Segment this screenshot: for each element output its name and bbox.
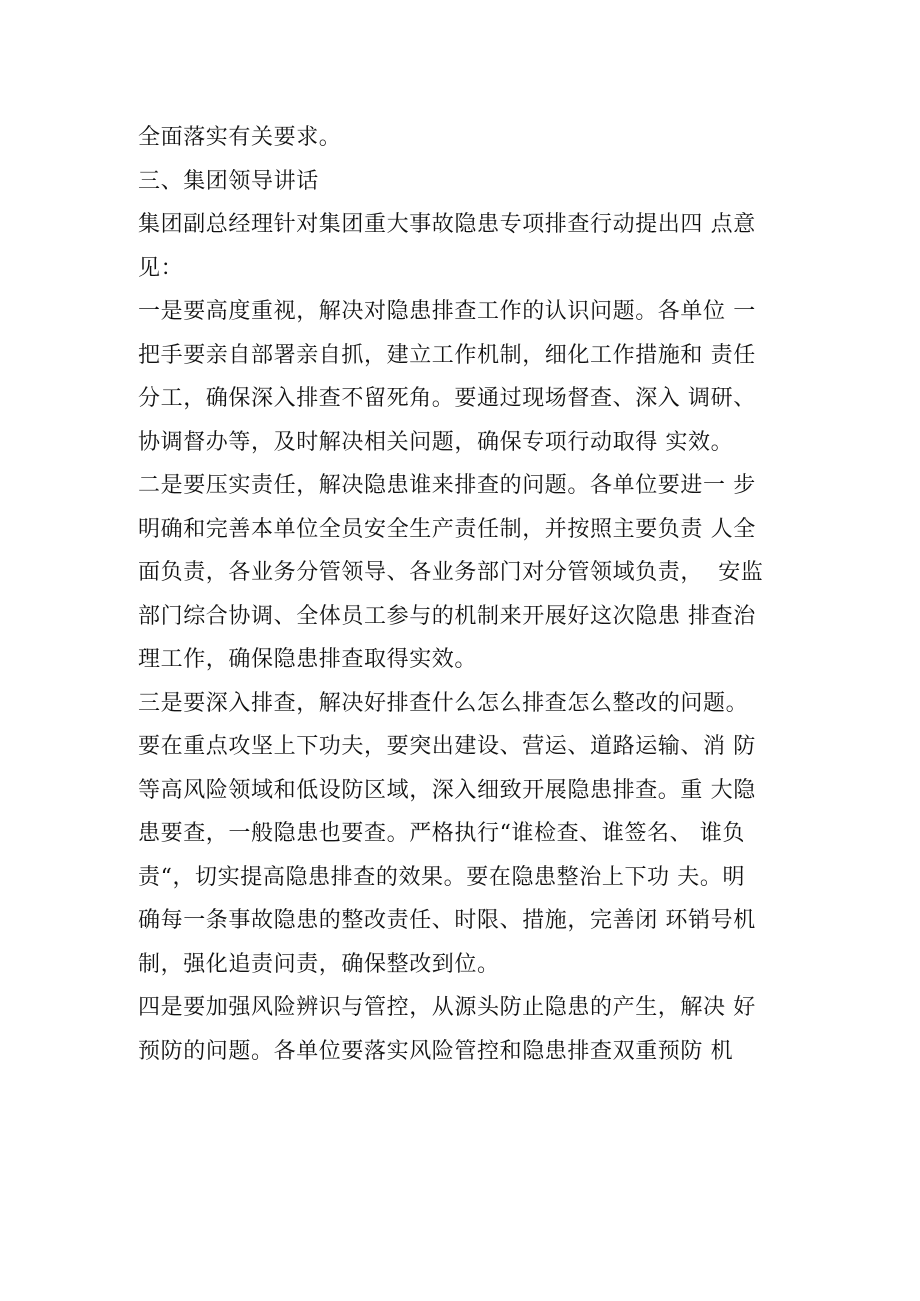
text-line: 制，强化追责问责，确保整改到位。 xyxy=(138,951,500,977)
text-line: 一是要高度重视，解决对隐患排查工作的认识问题。各单位 一 xyxy=(138,299,756,324)
text-line: 理工作，确保隐患排查取得实效。 xyxy=(138,647,478,672)
section-heading: 三、集团领导讲话 xyxy=(138,168,319,194)
text-line: 明确和完善本单位全员安全生产责任制，并按照主要负责 人全 xyxy=(138,516,756,542)
text-line: 全面落实有关要求。 xyxy=(138,125,342,150)
document-body xyxy=(138,116,788,1073)
text-line: 见： xyxy=(138,255,184,281)
text-line: 分工，确保深入排查不留死角。要通过现场督查、深入 调研、 xyxy=(138,386,756,411)
text-line: 部门综合协调、全体员工参与的机制来开展好这次隐患 排查治 xyxy=(138,603,756,629)
text-line: 面负责，各业务分管领导、各业务部门对分管领域负责， 安监 xyxy=(138,560,764,585)
text-line: 责“，切实提高隐患排查的效果。要在隐患整治上下功 夫。明 xyxy=(138,864,746,890)
text-line: 预防的问题。各单位要落实风险管控和隐患排查双重预防 机 xyxy=(138,1038,734,1064)
text-line: 二是要压实责任，解决隐患谁来排查的问题。各单位要进一 步 xyxy=(138,473,756,498)
text-line: 三是要深入排查，解决好排查什么怎么排查怎么整改的问题。 xyxy=(138,690,749,716)
text-line: 确每一条事故隐患的整改责任、时限、措施，完善闭 环销号机 xyxy=(138,908,756,933)
text-line: 患要查，一般隐患也要查。严格执行“谁检查、谁签名、 谁负 xyxy=(138,821,746,846)
text-line: 集团副总经理针对集团重大事故隐患专项排查行动提出四 点意 xyxy=(138,212,756,237)
text-line: 把手要亲自部署亲自抓，建立工作机制，细化工作措施和 责任 xyxy=(138,342,756,368)
text-line: 要在重点攻坚上下功夫，要突出建设、营运、道路运输、消 防 xyxy=(138,734,756,759)
text-line: 协调督办等，及时解决相关问题，确保专项行动取得 实效。 xyxy=(138,429,734,455)
text-line: 四是要加强风险辨识与管控，从源头防止隐患的产生，解决 好 xyxy=(138,995,756,1020)
text-line: 等高风险领域和低设防区域，深入细致开展隐患排查。重 大隐 xyxy=(138,777,756,803)
